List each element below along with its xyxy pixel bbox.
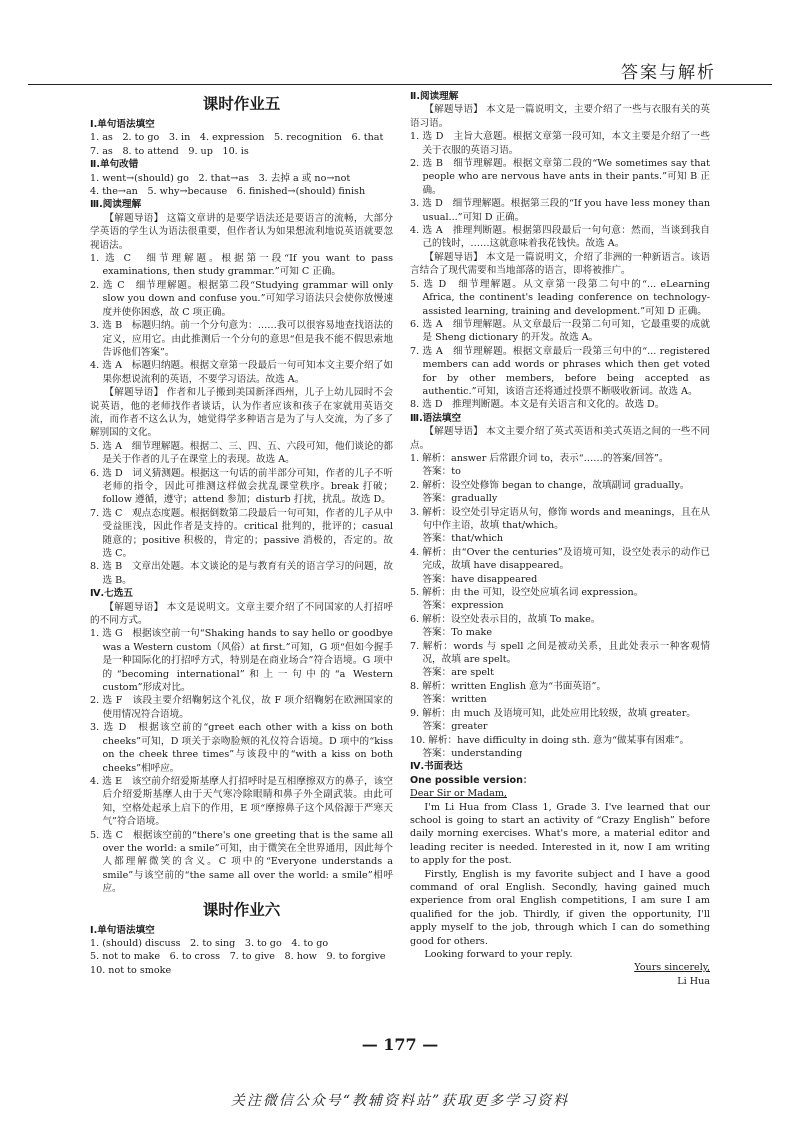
section-heading: Ⅰ.单句语法填空 — [90, 924, 155, 936]
section-heading: 2. 选 F 该段主要介绍鞠躬这个礼仪，故 F 项介绍鞠躬在欧洲国家的使用情况符合语境。 — [90, 695, 393, 720]
section-heading: 2. 解析：设空处修饰 began to change，故填副词 gradually。 — [410, 479, 690, 491]
section-heading: 4. 解析：由“Over the centuries”及语境可知，设空处表示的动作已完成，故填 have disappeared。 — [410, 546, 710, 572]
text-line: 【解题导语】 本文是说明文。文章主要介绍了不同国家的人打招呼的不同方式。 — [90, 601, 393, 627]
text-line: Yours sincerely, — [634, 962, 710, 974]
text-line: 【解题导语】 作者和儿子搬到美国新泽西州，儿子上幼儿园时不会说英语，他的老师找作者谈话，认为作者应该和孩子在家就用英语交流，而作者不这么认为，她觉得学多种语言是为了与人交流，为了多了解别国的文化。 — [90, 387, 393, 439]
text-line: 答案：are spelt — [422, 667, 494, 679]
section-heading: 6. 选 A 细节理解题。从文章最后一段第二句可知，它最重要的成就是 Sheng dictionary 的开发。故选 A。 — [410, 318, 710, 344]
section-heading: 1. 选 C 细节理解题。根据第一段“If you want to pass examinations, then study grammar.”可知 C 正确。 — [90, 253, 393, 278]
section-heading: 3. 解析：设空处引导定语从句，修饰 words and meanings，且在从句中作主语，故填 that/which。 — [410, 506, 710, 531]
right-column — [410, 90, 710, 988]
section-heading: 8. 选 D 推理判断题。本文是有关语言和文化的。故选 D。 — [410, 399, 665, 411]
footer-note: 关注微信公众号“教辅资料站”获取更多学习资料 — [230, 1093, 570, 1109]
header-rule — [28, 84, 772, 85]
section-heading: 2. 选 C 细节理解题。根据第二段“Studying grammar will only slow you down and confuse you.”可知学习语法只会使你放慢速度并使你困惑，故 C 项正确。 — [90, 279, 393, 318]
text-line: 7. as 8. to attend 9. up 10. is — [90, 145, 249, 157]
text-line: 5. not to make 6. to cross 7. to give 8. how 9. to forgive — [90, 951, 386, 963]
section-heading: 9. 解析：由 much 及语境可知，此处应用比较级，故填 greater。 — [410, 707, 696, 719]
section-heading: 4. 选 E 该空前介绍爱斯基摩人打招呼时是互相摩擦双方的鼻子，该空后介绍爱斯基摩人由于天气寒冷除眼睛和鼻子外全副武装。由此可知，空格处起承上启下的作用，E 项“摩擦鼻子这个风俗源于严寒天气”符合语境。 — [90, 775, 393, 828]
text-line: I'm Li Hua from Class 1, Grade 3. I've learned that our school is going to start an activity of “Crazy English” before daily morning exercises. What's more, a material editor and leading reciter is needed. Interested in it, now I am writing to apply for the post. — [410, 801, 710, 867]
section-heading: 5. 选 C 根据该空前的“there's one greeting that is the same all over the world: a smile”可知，由于微笑在全世界通用，因此每个人都理解微笑的含义。C 项中的“Everyone understands a smile”与该空前的“the same all over the world: a smile”相呼应。 — [90, 829, 393, 895]
section-heading: 3. 选 D 根据该空前的“greet each other with a kiss on both cheeks”可知，D 项关于亲吻脸颊的礼仪符合语境。D 项中的“kiss on the cheek three times”与该段中的“with a kiss on both cheeks”相呼应。 — [90, 722, 393, 774]
text-line: 1. (should) discuss 2. to sing 3. to go 4. to go — [90, 937, 329, 949]
section-heading: 1. 解析：answer 后常跟介词 to，表示“……的答案/回答”。 — [410, 452, 669, 464]
text-line: 答案：that/which — [422, 533, 504, 545]
section-heading: 8. 解析：written English 意为“书面英语”。 — [410, 680, 607, 692]
text-line: 答案：greater — [422, 721, 488, 733]
text-line: 1. as 2. to go 3. in 4. expression 5. recognition 6. that — [90, 132, 384, 144]
section-heading: 5. 解析：由 the 可知，设空处应填名词 expression。 — [410, 587, 644, 599]
text-line: 答案：To make — [422, 627, 493, 639]
header-title: 答案与解析 — [621, 63, 716, 83]
text-line: Dear Sir or Madam, — [410, 788, 507, 800]
section-heading: 2. 选 B 细节理解题。根据文章第二段的“We sometimes say that people who are nervous have ants in their pants.”可知 B 正确。 — [410, 158, 710, 196]
text-line: 10. not to smoke — [90, 964, 172, 976]
section-heading: 7. 选 A 细节理解题。根据文章最后一段第三句中的“... registered members can add words or phrases which then get voted for by other members, before being accepted as authentic.”可知，该语言还将通过投票不断吸收新词。故选 A。 — [410, 345, 710, 397]
section-heading: 3. 选 D 细节理解题。根据第三段的“If you have less money than usual...”可知 D 正确。 — [410, 198, 710, 223]
text-line: Li Hua — [677, 975, 710, 987]
section-heading: Ⅲ.语法填空 — [410, 412, 462, 424]
section-heading: 3. 选 B 标题归纳。前一个分句意为：……我可以很容易地查找语法的定义，应用它。由此推测后一个分句的意思“但是我不能不假思索地告诉他们答案”。 — [90, 320, 393, 358]
text-line: 答案：understanding — [422, 747, 523, 759]
text-line: 4. the→an 5. why→because 6. finished→(should) finish — [90, 186, 366, 198]
section-heading: Ⅰ.单句语法填空 — [90, 119, 155, 130]
text-line: One possible version： — [410, 774, 533, 786]
section-heading: 8. 选 B 文章出处题。本文谈论的是与教育有关的语言学习的问题，故选 B。 — [90, 561, 393, 586]
section-heading: Ⅱ.阅读理解 — [410, 91, 459, 102]
text-line: 【解题导语】 这篇文章讲的是要学语法还是要语言的流畅，大部分学英语的学生认为语法很重要，但作者认为如果想流利地说英语就要忽视语法。 — [90, 212, 393, 251]
section-heading: 4. 选 A 标题归纳题。根据文章第一段最后一句可知本文主要介绍了如果你想说流利的英语，不要学习语法。故选 A。 — [90, 360, 393, 385]
text-line: 答案：to — [422, 466, 461, 478]
section-heading: Ⅱ.单句改错 — [90, 159, 139, 171]
left-column — [90, 90, 393, 977]
section-heading: 4. 选 A 推理判断题。根据第四段最后一句句意：然而，当谈到我自己的钱时，……这就意味着我花钱快。故选 A。 — [410, 225, 710, 250]
section-heading: Ⅳ.七选五 — [90, 588, 133, 600]
text-line: 【解题导语】 本文是一篇说明文，主要介绍了一些与衣服有关的英语习语。 — [410, 104, 710, 129]
section-heading: 10. 解析：have difficulty in doing sth. 意为“做某事有困难”。 — [410, 734, 690, 746]
section-heading: 5. 选 A 细节理解题。根据二、三、四、五、六段可知，他们谈论的都是关于作者的儿子在课堂上的表现。故选 A。 — [90, 440, 393, 466]
section-heading: 7. 解析：words 与 spell 之间是被动关系，且此处表示一种客观情况，故填 are spelt。 — [410, 640, 710, 666]
text-line: 答案：gradually — [422, 493, 498, 505]
section-heading: 5. 选 D 细节理解题。从文章第一段第二句中的“... eLearning Africa, the continent's leading conference on technology-assisted learning, training and development.”可知 D 正确。 — [410, 278, 710, 317]
text-line: 【解题导语】 本文是一篇说明文，介绍了非洲的一种新语言。该语言结合了现代需要和当地部落的语言，即将被推广。 — [410, 251, 710, 277]
text-line: 1. went→(should) go 2. that→as 3. 去掉 a 或 no→not — [90, 172, 351, 184]
section-heading: 6. 解析：设空处表示目的，故填 To make。 — [410, 613, 601, 625]
section-heading: Ⅲ.阅读理解 — [90, 199, 142, 211]
section-heading: 课时作业五 — [202, 95, 281, 113]
text-line: 【解题导语】 本文主要介绍了英式英语和美式英语之间的一些不同点。 — [410, 426, 710, 451]
section-heading: 6. 选 D 词义猜测题。根据这一句话的前半部分可知，作者的儿子不听老师的指令，因此可推测这样做会扰乱课堂秩序。break 打破；follow 遵循，遵守；attend 参加；disturb 打扰，扰乱。故选 D。 — [90, 467, 393, 506]
text-line: 答案：expression — [422, 600, 504, 612]
text-line: 答案：have disappeared — [422, 573, 538, 585]
section-heading: 1. 选 D 主旨大意题。根据文章第一段可知，本文主要是介绍了一些关于衣服的英语习语。 — [410, 131, 710, 156]
page-number: — 177 — — [361, 1035, 439, 1054]
text-line: Looking forward to your reply. — [424, 949, 573, 960]
section-heading: 7. 选 C 观点态度题。根据倒数第二段最后一句可知，作者的儿子从中受益匪浅，因此作者是支持的。critical 批判的，批评的；casual 随意的；positive 积极的，肯定的；passive 消极的，否定的。故选 C。 — [90, 507, 393, 559]
section-heading: 课时作业六 — [202, 900, 281, 919]
text-line: Firstly, English is my favorite subject and I have a good command of oral English. Secondly, having gained much experience from oral English competitions, I am sure I am qualified for the job. Thirdly, if given the opportunity, I'll apply myself to the job, through which I can do something good for others. — [410, 868, 710, 947]
section-heading: 1. 选 G 根据该空前一句“Shaking hands to say hello or goodbye was a Western custom（风俗）at first.”可知，G 项“但如今握手是一种国际化的打招呼方式，特别是在商业场合”符合语境。G 项中的“becoming international”和上一句中的“a Western custom”形成对比。 — [90, 628, 393, 694]
text-line: 答案：written — [422, 694, 487, 706]
section-heading: Ⅳ.书面表达 — [410, 761, 463, 773]
